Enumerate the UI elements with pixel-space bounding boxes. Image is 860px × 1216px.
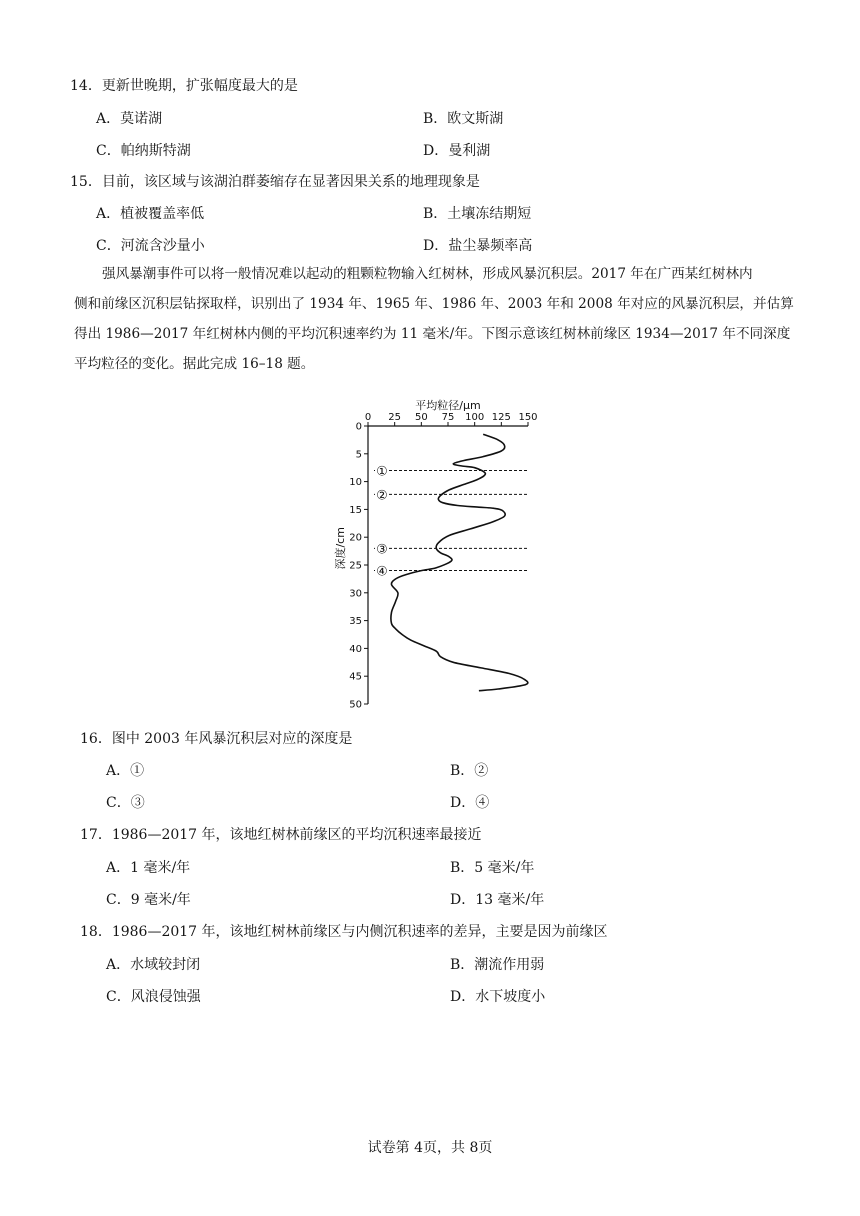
page-footer: 试卷第 4页，共 8页 xyxy=(367,1140,493,1156)
passage-line-4: 平均粒径的变化。据此完成 16–18 题。 xyxy=(74,356,315,372)
question-18-stem: 18．1986—2017 年，该地红树林前缘区与内侧沉积速率的差异，主要是因为前缘区 xyxy=(80,924,608,940)
x-tick-label: 100 xyxy=(465,412,485,423)
marker-label: ④ xyxy=(376,564,388,580)
passage-line-2: 侧和前缘区沉积层钻探取样，识别出了 1934 年、1965 年、1986 年、2003 年和 2008 年对应的风暴沉积层，并估算 xyxy=(74,296,794,312)
question-15-option-a[interactable]: A．植被覆盖率低 xyxy=(96,206,205,222)
question-14-stem: 14．更新世晚期，扩张幅度最大的是 xyxy=(70,78,298,94)
question-16-option-a[interactable]: A．① xyxy=(106,763,145,779)
question-18-option-c[interactable]: C．风浪侵蚀强 xyxy=(106,989,201,1005)
y-tick-label: 30 xyxy=(349,588,362,600)
x-axis-title: 平均粒径/μm xyxy=(415,399,481,412)
x-axis-ticks xyxy=(365,412,538,426)
x-tick-label: 25 xyxy=(388,412,402,423)
question-16-option-c[interactable]: C．③ xyxy=(106,795,145,811)
question-18-option-a[interactable]: A．水域较封闭 xyxy=(106,957,201,973)
passage-line-3: 得出 1986—2017 年红树林内侧的平均沉积速率约为 11 毫米/年。下图示意该红树林前缘区 1934—2017 年不同深度 xyxy=(74,326,791,342)
x-tick-label: 150 xyxy=(518,412,538,423)
y-tick-label: 45 xyxy=(349,671,362,683)
y-tick-label: 15 xyxy=(349,504,362,516)
marker-label: ① xyxy=(376,464,388,480)
question-14-option-a[interactable]: A．莫诺湖 xyxy=(96,111,163,127)
marker-label: ② xyxy=(376,488,388,504)
question-16-stem: 16．图中 2003 年风暴沉积层对应的深度是 xyxy=(80,731,353,747)
question-15-option-b[interactable]: B．土壤冻结期短 xyxy=(423,206,532,222)
question-15-option-c[interactable]: C．河流含沙量小 xyxy=(96,238,205,254)
y-axis-title: 深度/cm xyxy=(334,527,347,570)
x-tick-label: 75 xyxy=(441,412,455,423)
y-axis-ticks xyxy=(349,422,368,711)
question-17-option-a[interactable]: A．1 毫米/年 xyxy=(106,860,191,876)
passage-line-1: 强风暴潮事件可以将一般情况难以起动的粗颗粒物输入红树林，形成风暴沉积层。2017 年在广西某红树林内 xyxy=(102,266,753,282)
y-tick-label: 50 xyxy=(349,699,362,711)
y-tick-label: 25 xyxy=(349,560,362,572)
grain-size-depth-chart xyxy=(328,396,544,714)
y-tick-label: 0 xyxy=(355,421,362,433)
y-tick-label: 5 xyxy=(355,449,362,461)
question-17-option-d[interactable]: D．13 毫米/年 xyxy=(450,892,545,908)
question-17-option-c[interactable]: C．9 毫米/年 xyxy=(106,892,191,908)
x-tick-label: 50 xyxy=(414,412,428,423)
question-14-option-c[interactable]: C．帕纳斯特湖 xyxy=(96,143,191,159)
y-tick-label: 35 xyxy=(349,616,362,628)
question-16-option-d[interactable]: D．④ xyxy=(450,795,490,811)
question-18-option-b[interactable]: B．潮流作用弱 xyxy=(450,957,545,973)
passage xyxy=(74,259,794,379)
x-tick-label: 125 xyxy=(491,412,511,423)
question-15-stem: 15．目前，该区域与该湖泊群萎缩存在显著因果关系的地理现象是 xyxy=(70,174,480,190)
question-15-option-d[interactable]: D．盐尘暴频率高 xyxy=(423,238,533,254)
question-17-stem: 17．1986—2017 年，该地红树林前缘区的平均沉积速率最接近 xyxy=(80,827,482,843)
y-tick-label: 20 xyxy=(349,532,362,544)
question-14-option-b[interactable]: B．欧文斯湖 xyxy=(423,111,504,127)
x-tick-label: 0 xyxy=(364,412,372,423)
question-14-option-d[interactable]: D．曼利湖 xyxy=(423,143,491,159)
marker-label: ③ xyxy=(376,542,388,558)
grain-size-curve xyxy=(391,434,528,690)
y-tick-label: 10 xyxy=(349,477,362,489)
question-18-option-d[interactable]: D．水下坡度小 xyxy=(450,989,546,1005)
y-tick-label: 40 xyxy=(349,643,362,655)
question-16-option-b[interactable]: B．② xyxy=(450,763,489,779)
question-17-option-b[interactable]: B．5 毫米/年 xyxy=(450,860,535,876)
